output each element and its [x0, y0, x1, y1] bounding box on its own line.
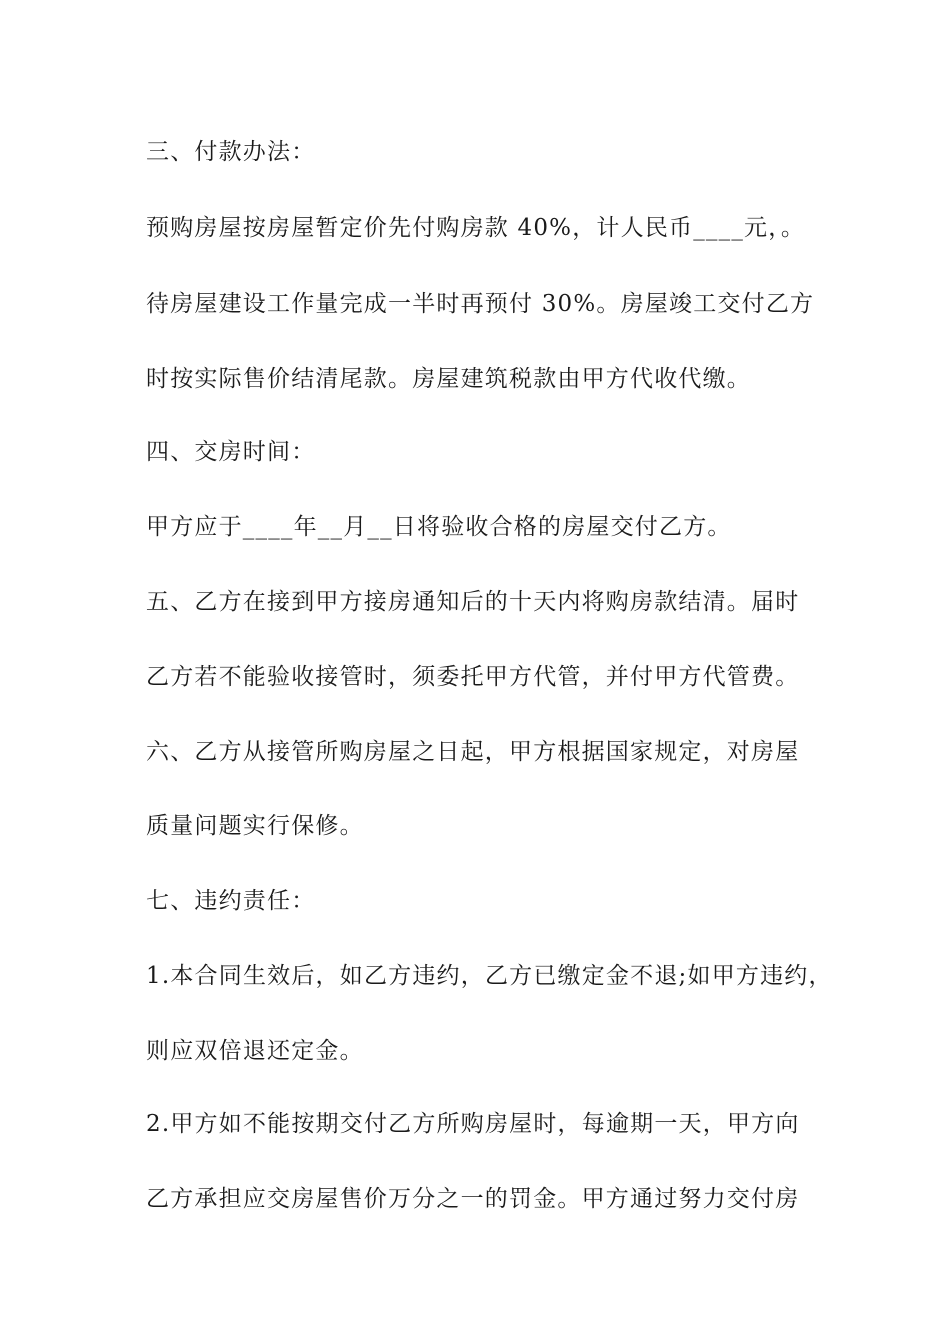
heading-delivery-time: 四、交房时间： [146, 439, 316, 465]
paragraph-line: 1.本合同生效后，如乙方违约，乙方已缴定金不退;如甲方违约， [146, 963, 833, 989]
paragraph-line: 则应双倍退还定金。 [146, 1038, 364, 1064]
heading-breach-liability: 七、违约责任： [146, 888, 316, 914]
paragraph-line: 五、乙方在接到甲方接房通知后的十天内将购房款结清。届时 [146, 589, 800, 615]
paragraph-line: 乙方承担应交房屋售价万分之一的罚金。甲方通过努力交付房 [146, 1186, 800, 1212]
paragraph-line: 甲方应于____年__月__日将验收合格的房屋交付乙方。 [146, 514, 732, 540]
paragraph-line: 六、乙方从接管所购房屋之日起，甲方根据国家规定，对房屋 [146, 739, 800, 765]
paragraph-line: 时按实际售价结清尾款。房屋建筑税款由甲方代收代缴。 [146, 366, 751, 392]
paragraph-line: 预购房屋按房屋暂定价先付购房款 40%，计人民币____元，。 [146, 215, 806, 241]
heading-payment-method: 三、付款办法： [146, 139, 316, 165]
paragraph-line: 2.甲方如不能按期交付乙方所购房屋时，每逾期一天，甲方向 [146, 1111, 800, 1137]
paragraph-line: 质量问题实行保修。 [146, 813, 364, 839]
paragraph-line: 待房屋建设工作量完成一半时再预付 30%。房屋竣工交付乙方 [146, 291, 815, 317]
paragraph-line: 乙方若不能验收接管时，须委托甲方代管，并付甲方代管费。 [146, 664, 800, 690]
